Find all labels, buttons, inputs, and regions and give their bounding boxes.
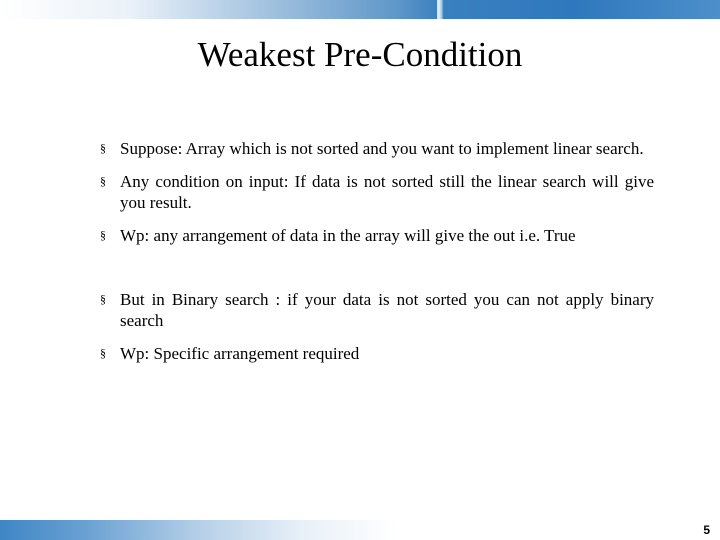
bullet-item xyxy=(100,138,654,159)
bullet-marker-icon: § xyxy=(100,292,106,306)
bullet-list xyxy=(100,138,654,364)
bullet-marker-icon: § xyxy=(100,141,106,155)
bullet-marker-icon: § xyxy=(100,174,106,188)
bullet-marker-icon: § xyxy=(100,228,106,242)
bullet-item xyxy=(100,289,654,331)
bullet-marker-icon: § xyxy=(100,346,106,360)
bullet-item xyxy=(100,171,654,213)
bullet-text: Suppose: Array which is not sorted and you want to implement linear search. xyxy=(120,139,644,158)
bottom-decorative-banner xyxy=(0,520,720,540)
slide-title: Weakest Pre-Condition xyxy=(197,35,523,74)
bullet-text: But in Binary search : if your data is not sorted you can not apply binary search xyxy=(120,290,654,330)
bullet-text: Wp: Specific arrangement required xyxy=(120,344,360,363)
bullet-item xyxy=(100,343,654,364)
bullet-text: Any condition on input: If data is not sorted still the linear search will give you result. xyxy=(120,172,654,212)
top-decorative-banner xyxy=(0,0,720,19)
bullet-item xyxy=(100,225,654,246)
banner-divider xyxy=(437,0,440,19)
page-number: 5 xyxy=(703,523,710,537)
bullet-text: Wp: any arrangement of data in the array will give the out i.e. True xyxy=(120,226,576,245)
